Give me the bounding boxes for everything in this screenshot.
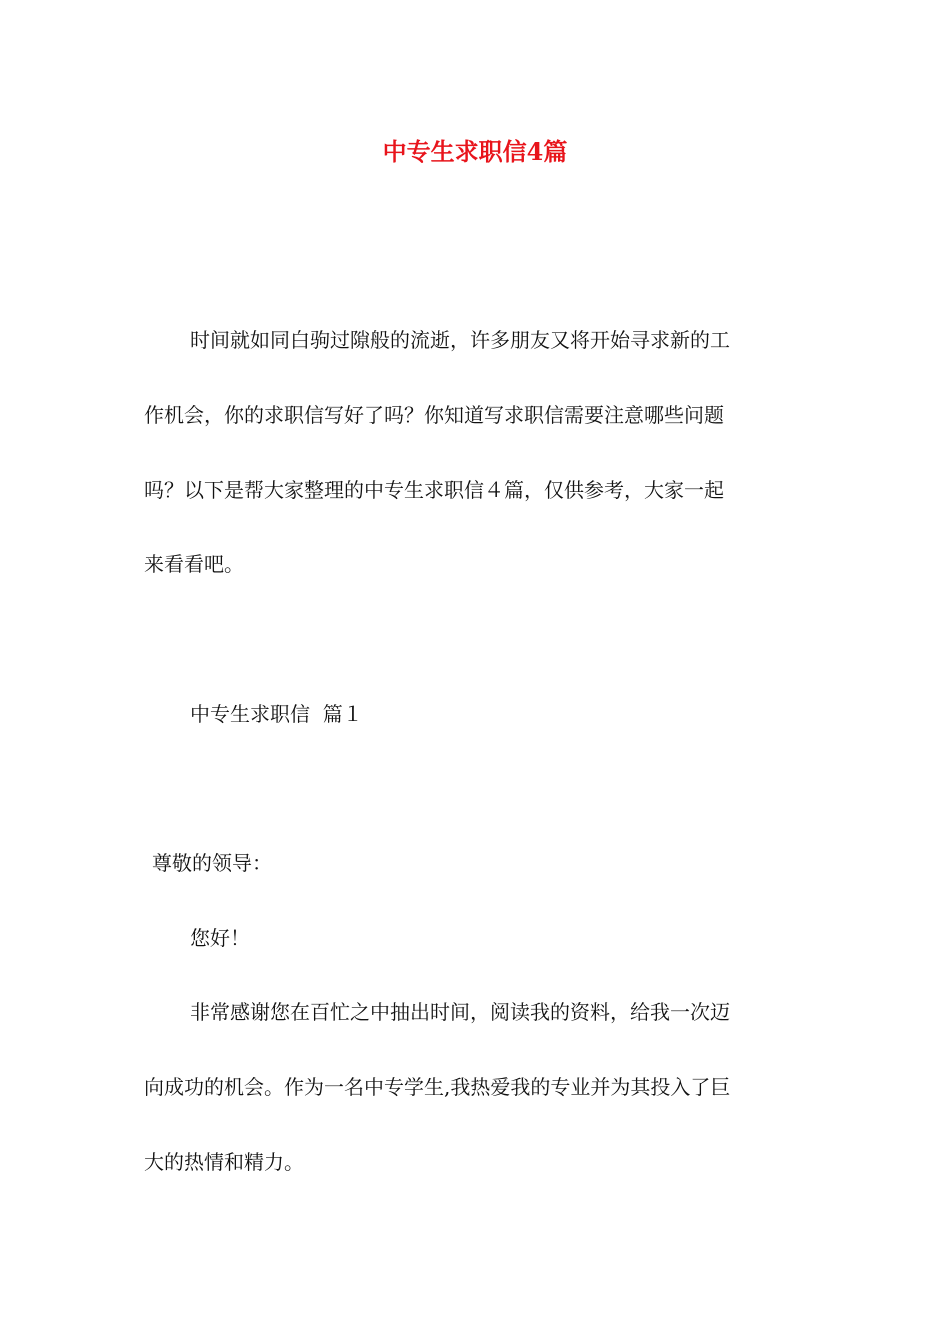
- body-line-2: 向成功的机会。作为一名中专学生,我热爱我的专业并为其投入了巨: [144, 1075, 731, 1099]
- salutation: 尊敬的领导：: [152, 851, 272, 875]
- body-line-1: 非常感谢您在百忙之中抽出时间，阅读我的资料，给我一次迈: [190, 1000, 730, 1024]
- greeting: 您好！: [190, 926, 250, 950]
- body-line-3: 大的热情和精力。: [144, 1150, 304, 1174]
- document-title: 中专生求职信4篇: [382, 137, 568, 166]
- intro-line-4: 来看看吧。: [144, 552, 244, 576]
- intro-line-3: 吗？以下是帮大家整理的中专生求职信４篇，仅供参考，大家一起: [144, 478, 724, 502]
- intro-line-2: 作机会，你的求职信写好了吗？你知道写求职信需要注意哪些问题: [144, 403, 724, 427]
- section-heading: 中专生求职信 篇１: [190, 702, 363, 726]
- intro-line-1: 时间就如同白驹过隙般的流逝，许多朋友又将开始寻求新的工: [190, 328, 730, 352]
